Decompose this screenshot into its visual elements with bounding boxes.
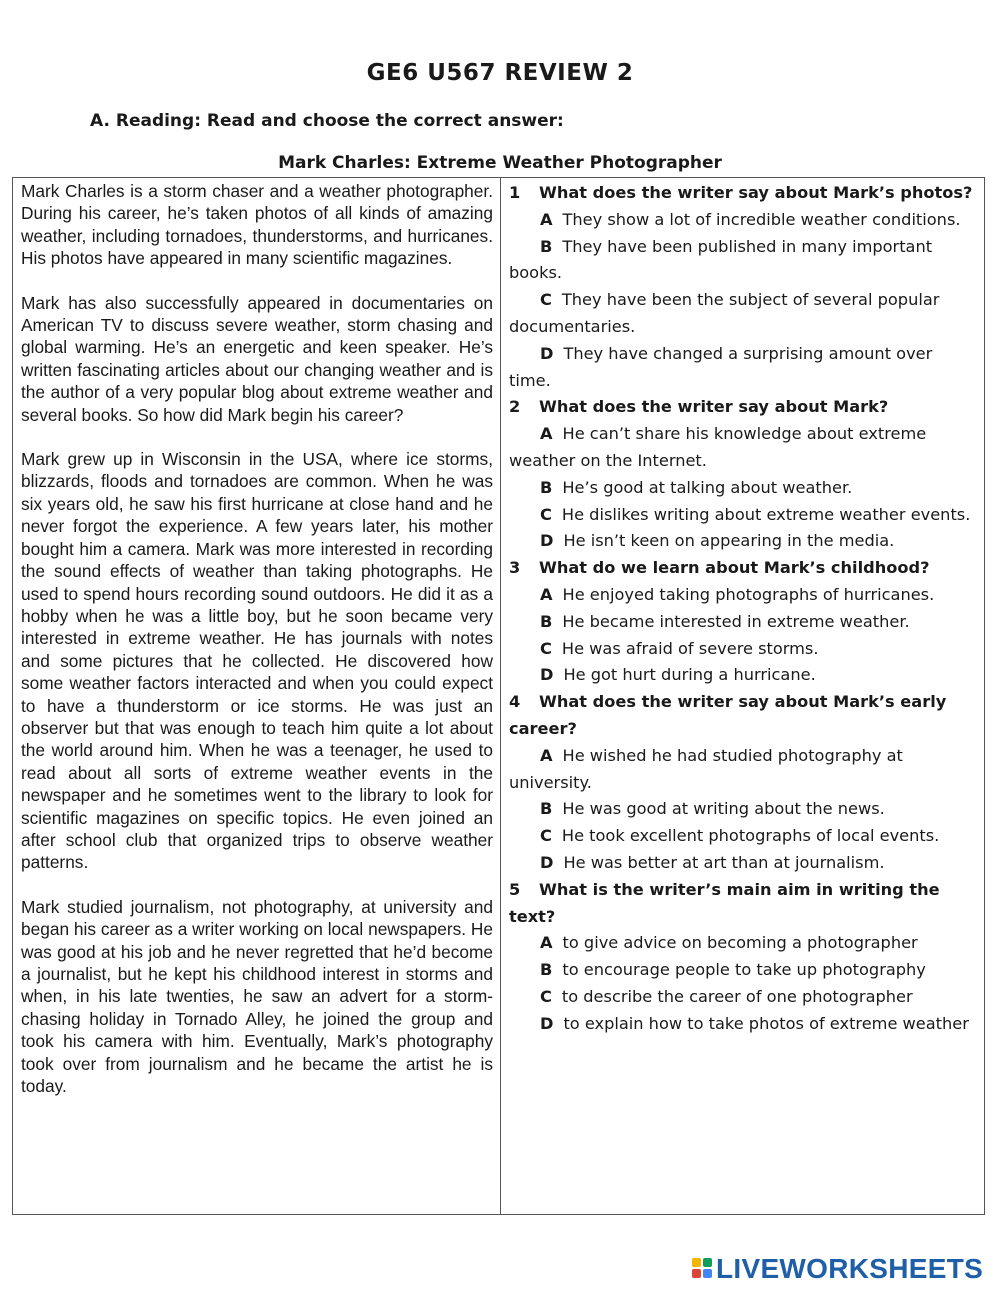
question-4-option-b[interactable] (509, 796, 979, 823)
option-letter: D (540, 665, 554, 685)
option-text: He can’t share his knowledge about extreme weather on the Internet. (509, 424, 927, 470)
question-5-option-b[interactable] (509, 957, 979, 984)
option-text: He’s good at talking about weather. (562, 477, 853, 497)
option-letter: C (540, 290, 552, 310)
question-text: What is the writer’s main aim in writing the text? (509, 879, 940, 926)
question-4-option-a[interactable] (509, 743, 979, 797)
block-red (692, 1269, 701, 1278)
option-letter: C (540, 504, 552, 524)
question-2-option-b[interactable] (509, 475, 979, 502)
question-2-option-c[interactable] (509, 502, 979, 529)
option-letter: C (540, 638, 552, 658)
question-1-option-a[interactable] (509, 207, 979, 234)
question-3-option-d[interactable] (509, 662, 979, 689)
passage-title: Mark Charles: Extreme Weather Photographer (278, 153, 722, 173)
question-5-option-a[interactable] (509, 930, 979, 957)
passage-paragraph-1: Mark Charles is a storm chaser and a weather photographer. During his career, he’s taken photos of all kinds of amazing weather, including tornadoes, thunderstorms, and hurricanes. His photos have appeared in many scientific magazines. (21, 181, 493, 269)
option-text: He was good at writing about the news. (562, 799, 885, 819)
question-number: 1 (509, 183, 521, 202)
option-letter: B (540, 477, 553, 497)
question-4-option-c[interactable] (509, 823, 979, 850)
option-text: He isn’t keen on appearing in the media. (563, 531, 895, 551)
option-text: He became interested in extreme weather. (562, 611, 910, 631)
option-text: He wished he had studied photography at university. (509, 745, 903, 792)
option-letter: A (540, 424, 553, 444)
option-letter: A (540, 933, 553, 953)
question-5-option-d[interactable] (509, 1011, 979, 1038)
question-3-option-b[interactable] (509, 609, 979, 636)
option-text: They have changed a surprising amount over time. (509, 343, 933, 390)
option-letter: C (540, 826, 552, 846)
option-text: to give advice on becoming a photographer (562, 933, 918, 953)
question-5 (509, 877, 979, 931)
option-text: He took excellent photographs of local events. (561, 826, 940, 846)
question-text: What does the writer say about Mark’s photos? (539, 183, 973, 202)
question-list (509, 180, 979, 1038)
option-text: He was better at art than at journalism. (563, 852, 885, 872)
question-2-option-a[interactable] (509, 421, 979, 475)
question-number: 4 (509, 692, 521, 712)
section-instruction: A. Reading: Read and choose the correct answer: (90, 111, 564, 131)
option-text: He dislikes writing about extreme weather events. (561, 504, 971, 524)
option-letter: C (540, 986, 552, 1006)
option-text: to encourage people to take up photography (562, 960, 926, 980)
block-yellow (692, 1258, 701, 1267)
question-3-option-a[interactable] (509, 582, 979, 609)
option-letter: A (540, 584, 553, 604)
question-5-option-c[interactable] (509, 984, 979, 1011)
reading-passage (21, 180, 493, 1119)
option-letter: A (540, 745, 553, 765)
blocks-icon (692, 1258, 714, 1280)
passage-paragraph-4: Mark studied journalism, not photography, at university and began his career as a writer working on local newspapers. He was good at his job and he never regretted that he’d become a journalist, but he kept his childhood interest in storms and when, in his late twenties, he saw an advert for a storm-chasing holiday in Tornado Alley, he joined the group and took his camera with him. Eventually, Mark’s photography took over from journalism and he became the artist he is today. (21, 896, 493, 1097)
option-letter: B (540, 236, 553, 256)
option-letter: B (540, 611, 553, 631)
option-letter: A (540, 209, 553, 229)
question-number: 2 (509, 397, 521, 417)
option-letter: D (540, 1013, 554, 1033)
option-letter: B (540, 960, 553, 980)
question-1-option-d[interactable] (509, 341, 979, 395)
option-letter: D (540, 343, 554, 363)
worksheet-title: GE6 U567 REVIEW 2 (366, 60, 634, 86)
reading-table (12, 177, 985, 1215)
question-3 (509, 555, 979, 582)
option-text: He got hurt during a hurricane. (563, 665, 816, 685)
block-green (703, 1258, 712, 1267)
question-number: 3 (509, 558, 521, 578)
option-letter: D (540, 852, 554, 872)
question-text: What does the writer say about Mark? (539, 397, 889, 417)
passage-paragraph-3: Mark grew up in Wisconsin in the USA, where ice storms, blizzards, floods and tornadoes are common. When he was six years old, he saw his first hurricane at close hand and he never forgot the experience. A few years later, his mother bought him a camera. Mark was more interested in recording the sound effects of weather than taking photographs. He used to spend hours recording sound outdoors. He did it as a hobby when he was a little boy, but he soon became very interested in extreme weather. He has journals with notes and some pictures that he collected. He discovered how some weather factors interacted and when you could expect to have a thunderstorm or ice storms. He was just an observer but that was enough to teach him quite a lot about the world around him. When he was a teenager, he used to read about all sorts of extreme weather events in the newspaper and he sometimes went to the library to look for scientific magazines on specific topics. He even joined an after school club that organized trips to observe weather patterns. (21, 449, 493, 873)
liveworksheets-logo[interactable] (692, 1254, 983, 1284)
option-letter: B (540, 799, 553, 819)
question-1-option-b[interactable] (509, 234, 979, 288)
question-3-option-c[interactable] (509, 636, 979, 663)
option-letter: D (540, 531, 554, 551)
block-blue (703, 1269, 712, 1278)
question-2-option-d[interactable] (509, 528, 979, 555)
option-text: They have been the subject of several popular documentaries. (509, 290, 940, 336)
question-4 (509, 689, 979, 743)
passage-paragraph-2: Mark has also successfully appeared in documentaries on American TV to discuss severe weather, storm chasing and global warming. He’s an energetic and keen speaker. He’s written fascinating articles about our changing weather and is the author of a very popular blog about extreme weather and several books. So how did Mark begin his career? (21, 292, 493, 425)
option-text: to explain how to take photos of extreme weather (563, 1013, 969, 1033)
question-1 (509, 180, 979, 207)
option-text: They have been published in many important books. (509, 236, 933, 283)
question-2 (509, 394, 979, 421)
question-text: What do we learn about Mark’s childhood? (539, 558, 930, 578)
option-text: He was afraid of severe storms. (561, 638, 819, 658)
option-text: He enjoyed taking photographs of hurricanes. (562, 584, 935, 604)
option-text: They show a lot of incredible weather conditions. (562, 209, 961, 229)
question-number: 5 (509, 879, 521, 899)
question-4-option-d[interactable] (509, 850, 979, 877)
logo-text: LIVEWORKSHEETS (716, 1253, 984, 1284)
option-text: to describe the career of one photographer (561, 986, 913, 1006)
question-text: What does the writer say about Mark’s early career? (509, 692, 947, 738)
question-1-option-c[interactable] (509, 287, 979, 341)
column-divider (500, 178, 501, 1214)
